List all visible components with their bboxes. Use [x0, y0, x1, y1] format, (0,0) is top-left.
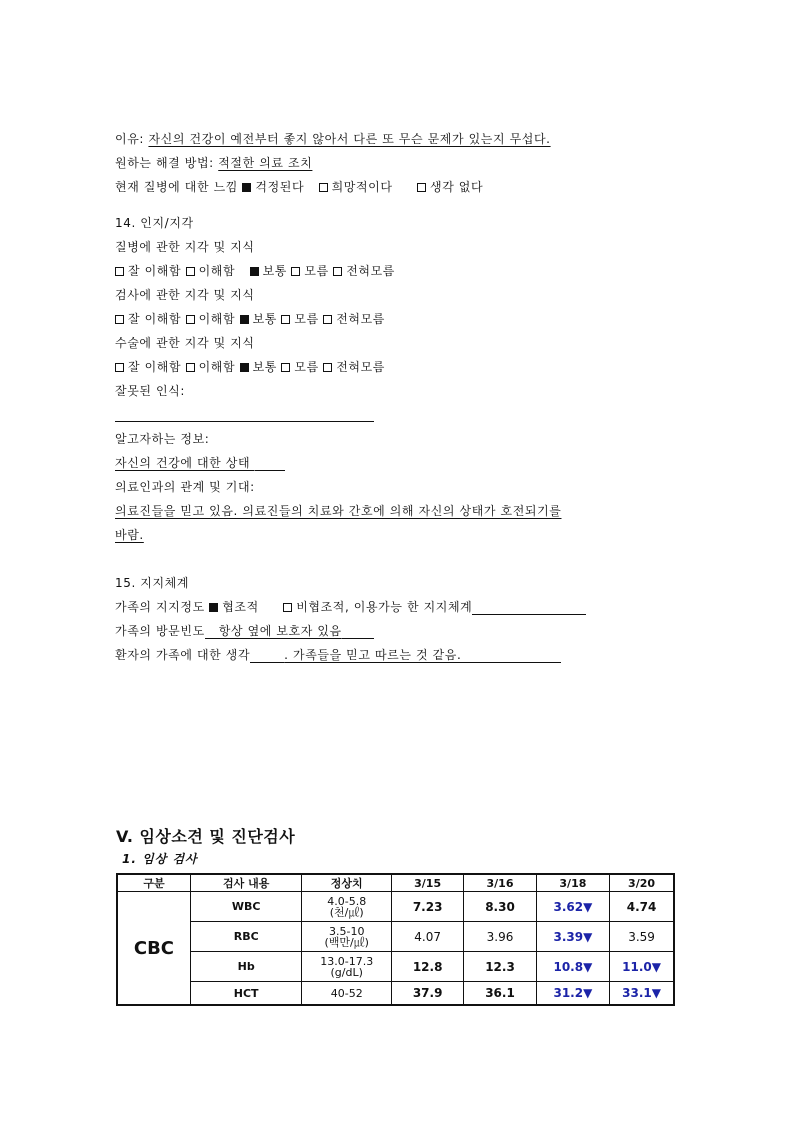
lab-table	[116, 873, 675, 1006]
header-date: 3/15	[391, 874, 463, 892]
table-row	[117, 922, 674, 952]
range-unit: (g/dL)	[330, 965, 363, 979]
checkbox-empty-icon[interactable]	[115, 315, 124, 324]
value-cell-low: 11.0▼	[610, 952, 674, 982]
support-label: 가족의 지지정도	[115, 600, 205, 614]
blank-line	[342, 625, 374, 639]
header-date: 3/18	[536, 874, 609, 892]
option-label: 모름	[294, 312, 319, 326]
checkbox-empty-icon[interactable]	[333, 267, 342, 276]
header-date: 3/20	[610, 874, 674, 892]
header-test: 검사 내용	[190, 874, 302, 892]
value-cell: 8.30	[464, 892, 536, 922]
surgery-knowledge-options	[115, 359, 385, 375]
checkbox-empty-icon[interactable]	[319, 183, 328, 192]
relation-value-1: 의료진들을 믿고 있음. 의료진들의 치료와 간호에 의해 자신의 상태가 호전되기를	[115, 504, 562, 518]
checkbox-empty-icon[interactable]	[186, 363, 195, 372]
option-label: 보통	[252, 360, 277, 374]
surgery-knowledge-label: 수술에 관한 지각 및 지식	[115, 336, 255, 350]
value-cell: 3.96	[464, 922, 536, 952]
support-option: 협조적	[222, 600, 259, 614]
checkbox-checked-icon[interactable]	[240, 363, 249, 372]
support-system-blank[interactable]	[472, 601, 586, 615]
lab-table-header	[117, 874, 674, 892]
range-value: 13.0-17.3	[320, 954, 374, 968]
want-to-know-value-line	[115, 455, 285, 471]
option-label: 모름	[304, 264, 329, 278]
thought-value: . 가족들을 믿고 따르는 것 같음.	[284, 648, 462, 662]
value-cell: 37.9	[391, 982, 463, 1006]
blank-line	[255, 457, 285, 471]
visit-label: 가족의 방문빈도	[115, 624, 205, 638]
test-name: RBC	[190, 922, 302, 952]
header-category: 구분	[117, 874, 190, 892]
table-row	[117, 952, 674, 982]
test-name: Hb	[190, 952, 302, 982]
support-option: 비협조적, 이용가능 한 지지체계	[296, 600, 473, 614]
reason-line	[115, 131, 551, 147]
section15-title: 15. 지지체계	[115, 576, 190, 590]
test-name: HCT	[190, 982, 302, 1006]
option-label: 잘 이해함	[128, 312, 182, 326]
option-label: 전혀모름	[336, 312, 386, 326]
test-knowledge-label: 검사에 관한 지각 및 지식	[115, 288, 255, 302]
checkbox-checked-icon[interactable]	[240, 315, 249, 324]
visit-value: 항상 옆에 보호자 있음	[218, 624, 342, 638]
checkbox-empty-icon[interactable]	[186, 267, 195, 276]
value-cell-low: 31.2▼	[536, 982, 609, 1006]
relation-value-line-1	[115, 503, 561, 519]
value-cell: 12.8	[391, 952, 463, 982]
feeling-option: 생각 없다	[430, 180, 484, 194]
feeling-line	[115, 179, 483, 195]
value-cell: 12.3	[464, 952, 536, 982]
disease-knowledge-options	[115, 263, 395, 279]
checkbox-empty-icon[interactable]	[283, 603, 292, 612]
checkbox-empty-icon[interactable]	[323, 363, 332, 372]
misconception-blank[interactable]	[115, 421, 374, 422]
value-cell: 4.07	[391, 922, 463, 952]
header-normal: 정상치	[302, 874, 391, 892]
group-label: CBC	[117, 892, 190, 1006]
option-label: 보통	[252, 312, 277, 326]
value-cell-low: 10.8▼	[536, 952, 609, 982]
checkbox-checked-icon[interactable]	[242, 183, 251, 192]
section5-subtitle: 1. 임상 검사	[122, 852, 198, 866]
thought-line	[115, 647, 561, 663]
option-label: 모름	[294, 360, 319, 374]
desired-solution-label: 원하는 해결 방법:	[115, 156, 219, 170]
reason-value: 자신의 건강이 예전부터 좋지 않아서 다른 또 무슨 문제가 있는지 무섭다.	[148, 132, 551, 146]
checkbox-empty-icon[interactable]	[281, 363, 290, 372]
option-label: 이해함	[198, 312, 236, 326]
checkbox-checked-icon[interactable]	[250, 267, 259, 276]
checkbox-empty-icon[interactable]	[186, 315, 195, 324]
option-label: 전혀모름	[336, 360, 386, 374]
option-label: 이해함	[198, 264, 236, 278]
checkbox-empty-icon[interactable]	[291, 267, 300, 276]
support-line	[115, 599, 586, 615]
option-label: 보통	[262, 264, 287, 278]
value-cell: 7.23	[391, 892, 463, 922]
feeling-option: 희망적이다	[331, 180, 393, 194]
value-cell: 3.59	[610, 922, 674, 952]
blank-line	[250, 649, 284, 663]
misconception-label: 잘못된 인식:	[115, 384, 186, 398]
range-value: 4.0-5.8	[327, 894, 367, 908]
section14-title: 14. 인지/지각	[115, 216, 194, 230]
header-date: 3/16	[464, 874, 536, 892]
reason-label: 이유:	[115, 132, 149, 146]
desired-solution-value: 적절한 의료 조치	[218, 156, 313, 170]
normal-range: 40-52	[302, 982, 391, 1006]
table-row	[117, 982, 674, 1006]
range-value: 3.5-10	[328, 924, 365, 938]
test-name: WBC	[190, 892, 302, 922]
desired-solution-line	[115, 155, 312, 171]
feeling-option: 걱정된다	[255, 180, 305, 194]
value-cell: 4.74	[610, 892, 674, 922]
want-to-know-value: 자신의 건강에 대한 상태	[115, 456, 255, 470]
normal-range	[302, 952, 391, 982]
disease-knowledge-label: 질병에 관한 지각 및 지식	[115, 240, 255, 254]
checkbox-empty-icon[interactable]	[281, 315, 290, 324]
range-unit: (천/㎕)	[329, 905, 364, 919]
relation-label: 의료인과의 관계 및 기대:	[115, 480, 255, 494]
value-cell-low: 3.39▼	[536, 922, 609, 952]
normal-range	[302, 922, 391, 952]
value-cell-low: 3.62▼	[536, 892, 609, 922]
relation-value-2: 바람.	[115, 528, 144, 542]
checkbox-empty-icon[interactable]	[115, 267, 124, 276]
test-knowledge-options	[115, 311, 385, 327]
table-row	[117, 892, 674, 922]
checkbox-checked-icon[interactable]	[209, 603, 218, 612]
checkbox-empty-icon[interactable]	[115, 363, 124, 372]
checkbox-empty-icon[interactable]	[417, 183, 426, 192]
blank-line	[205, 625, 219, 639]
blank-line	[461, 649, 561, 663]
thought-label: 환자의 가족에 대한 생각	[115, 648, 251, 662]
section5-title: V. 임상소견 및 진단검사	[116, 827, 296, 846]
value-cell-low: 33.1▼	[610, 982, 674, 1006]
option-label: 이해함	[198, 360, 236, 374]
option-label: 전혀모름	[346, 264, 396, 278]
range-unit: (백만/㎕)	[324, 935, 369, 949]
option-label: 잘 이해함	[128, 360, 182, 374]
option-label: 잘 이해함	[128, 264, 182, 278]
want-to-know-label: 알고자하는 정보:	[115, 432, 210, 446]
normal-range	[302, 892, 391, 922]
feeling-label: 현재 질병에 대한 느낌	[115, 180, 238, 194]
relation-value-line-2	[115, 527, 144, 543]
value-cell: 36.1	[464, 982, 536, 1006]
checkbox-empty-icon[interactable]	[323, 315, 332, 324]
visit-line	[115, 623, 374, 639]
